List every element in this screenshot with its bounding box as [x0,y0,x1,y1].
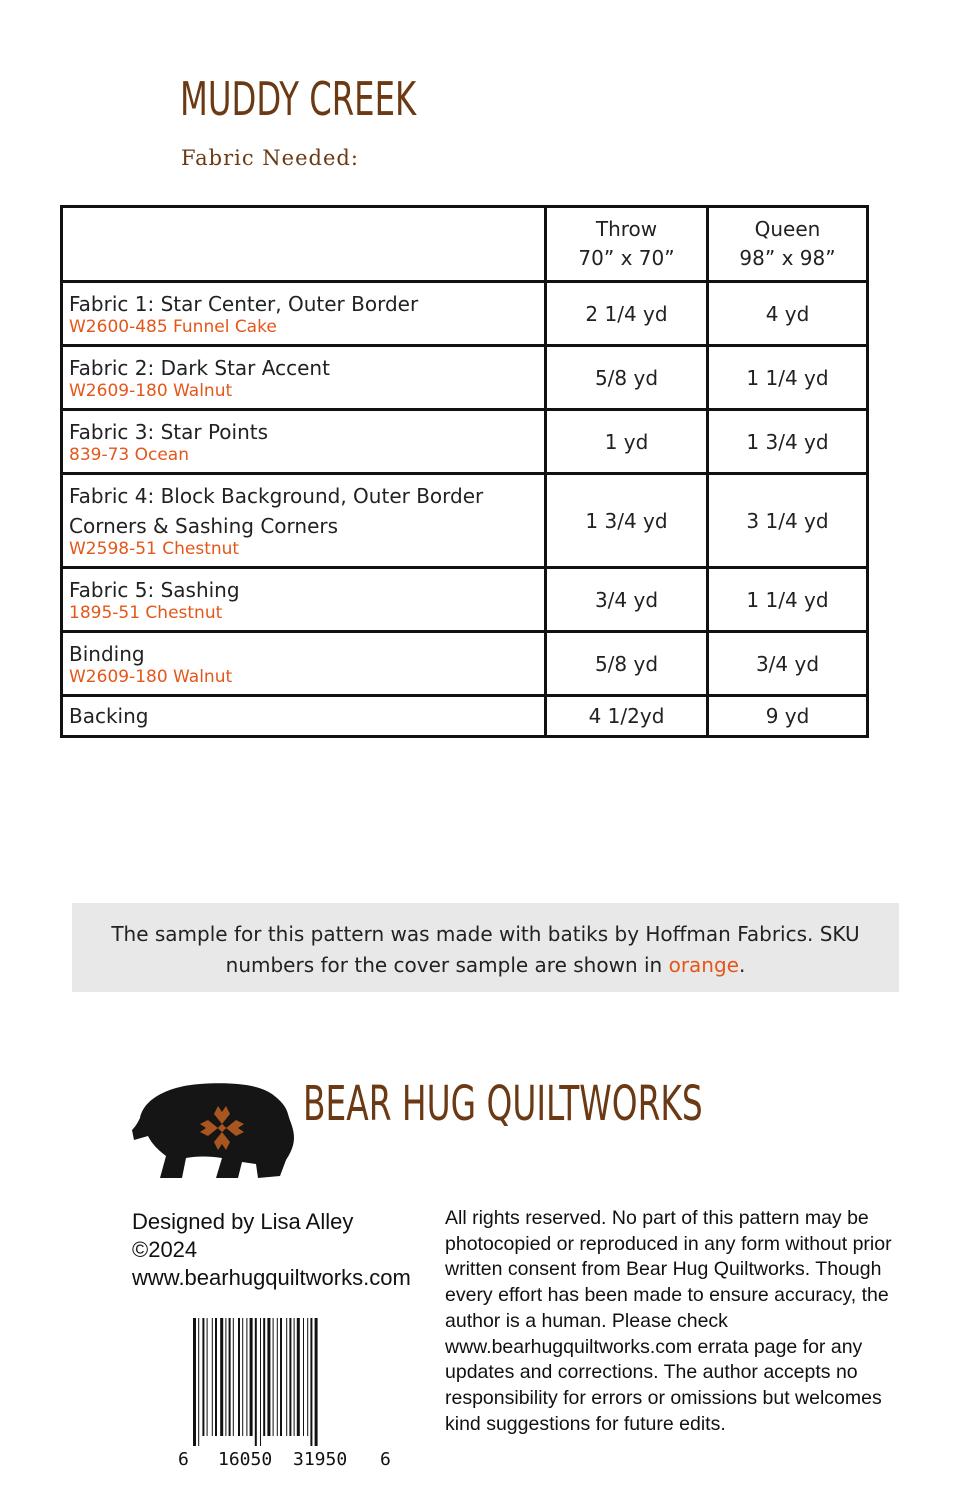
barcode-bar [303,1318,304,1436]
fabric-label: Binding [69,642,145,666]
fabric-label: Fabric 2: Dark Star Accent [69,356,330,380]
throw-quantity: 1 3/4 yd [546,474,708,568]
barcode-bar [207,1318,208,1436]
queen-quantity: 9 yd [708,696,868,737]
barcode-bar [260,1318,261,1446]
throw-quantity: 1 yd [546,410,708,474]
fabric-sku: W2609-180 Walnut [69,381,233,401]
header-throw-name: Throw [595,217,658,241]
fabric-label: Fabric 5: Sashing [69,578,240,602]
note-text: The sample for this pattern was made with batiks by Hoffman Fabrics. SKU numbers for the cover sample are shown in [111,922,860,977]
barcode-bar [273,1318,274,1436]
table-header-row [62,207,868,282]
table-row [62,632,868,696]
barcode-bar [246,1318,247,1436]
fabric-sku: W2598-51 Chestnut [69,539,240,559]
table-row [62,568,868,632]
barcode-bar [198,1318,199,1446]
barcode-bar [255,1318,257,1446]
barcode-bar [267,1318,270,1436]
barcode-bar [286,1318,287,1436]
barcode-bar [220,1318,223,1436]
fabric-sku: 1895-51 Chestnut [69,603,223,623]
queen-quantity: 3 1/4 yd [708,474,868,568]
brand-name: BEAR HUG QUILTWORKS [303,1076,703,1132]
throw-quantity: 3/4 yd [546,568,708,632]
throw-quantity: 4 1/2yd [546,696,708,737]
table-row [62,474,868,568]
fabric-sku: W2600-485 Funnel Cake [69,317,277,337]
queen-quantity: 1 1/4 yd [708,346,868,410]
barcode-bar [225,1318,226,1436]
queen-quantity: 4 yd [708,282,868,346]
barcode [176,1318,386,1448]
barcode-bar [242,1318,243,1436]
barcode-bar [263,1318,265,1436]
barcode-bar [212,1318,213,1436]
note-highlight: orange [668,953,739,977]
fabric-label-cell [62,346,546,410]
fabric-sku: 839-73 Ocean [69,445,189,465]
table-row [62,346,868,410]
barcode-bar [233,1318,234,1436]
header-queen-name: Queen [754,217,821,241]
barcode-bar [250,1318,253,1436]
table-row [62,282,868,346]
header-throw [546,207,708,282]
header-empty-cell [62,207,546,282]
header-throw-size: 70” x 70” [578,246,675,270]
table-row [62,696,868,737]
header-queen-size: 98” x 98” [739,246,836,270]
pattern-title: MUDDY CREEK [180,72,417,126]
fabric-label-cell [62,568,546,632]
fabric-label-cell [62,282,546,346]
barcode-bar [215,1318,217,1436]
rights-statement: All rights reserved. No part of this pattern may be photocopied or reproduced in any form without prior written consent from Bear Hug Quiltworks. Though every effort has been made to ensure accuracy, the author is a human. Please check www.bearhugquiltworks.com errata page for any updates and corrections. The author accepts no responsibility for errors or omissions but welcomes kind suggestions for future edits. [445,1207,892,1435]
barcode-lead-digit: 6 [178,1449,189,1470]
fabric-sku: W2609-180 Walnut [69,667,233,687]
barcode-bar [202,1318,204,1436]
barcode-bar [280,1318,282,1436]
fabric-label: Fabric 3: Star Points [69,420,269,444]
queen-quantity: 1 3/4 yd [708,410,868,474]
barcode-bar [294,1318,295,1436]
barcode-bar [277,1318,278,1436]
website-url: www.bearhugquiltworks.com [132,1265,411,1290]
barcode-bar [315,1318,318,1446]
fabric-label: Fabric 4: Block Background, Outer Border Corners & Sashing Corners [69,484,484,538]
table-row [62,410,868,474]
barcode-bar [229,1318,231,1436]
sample-note [72,903,899,992]
throw-quantity: 5/8 yd [546,632,708,696]
designer-name: Designed by Lisa Alley [132,1209,354,1234]
copyright-year: ©2024 [132,1237,198,1262]
fabric-needed-subtitle: Fabric Needed: [181,146,359,170]
bear-logo-icon [130,1066,300,1182]
barcode-bar [297,1318,300,1436]
barcode-bar [307,1318,308,1436]
fabric-label-cell [62,696,546,737]
throw-quantity: 2 1/4 yd [546,282,708,346]
fabric-requirements-table [60,205,869,738]
fabric-label: Backing [69,704,149,728]
barcode-bar [310,1318,312,1446]
barcode-bar [289,1318,291,1436]
fabric-label-cell [62,410,546,474]
barcode-check-digit: 6 [380,1449,391,1470]
barcode-bar [238,1318,240,1436]
queen-quantity: 1 1/4 yd [708,568,868,632]
fabric-label: Fabric 1: Star Center, Outer Border [69,292,419,316]
barcode-bar [193,1318,196,1446]
note-period: . [738,953,746,977]
barcode-left-group: 16050 [218,1449,273,1470]
fabric-label-cell [62,474,546,568]
designer-credits [132,1208,411,1292]
header-queen [708,207,868,282]
fabric-label-cell [62,632,546,696]
throw-quantity: 5/8 yd [546,346,708,410]
queen-quantity: 3/4 yd [708,632,868,696]
barcode-right-group: 31950 [293,1449,348,1470]
